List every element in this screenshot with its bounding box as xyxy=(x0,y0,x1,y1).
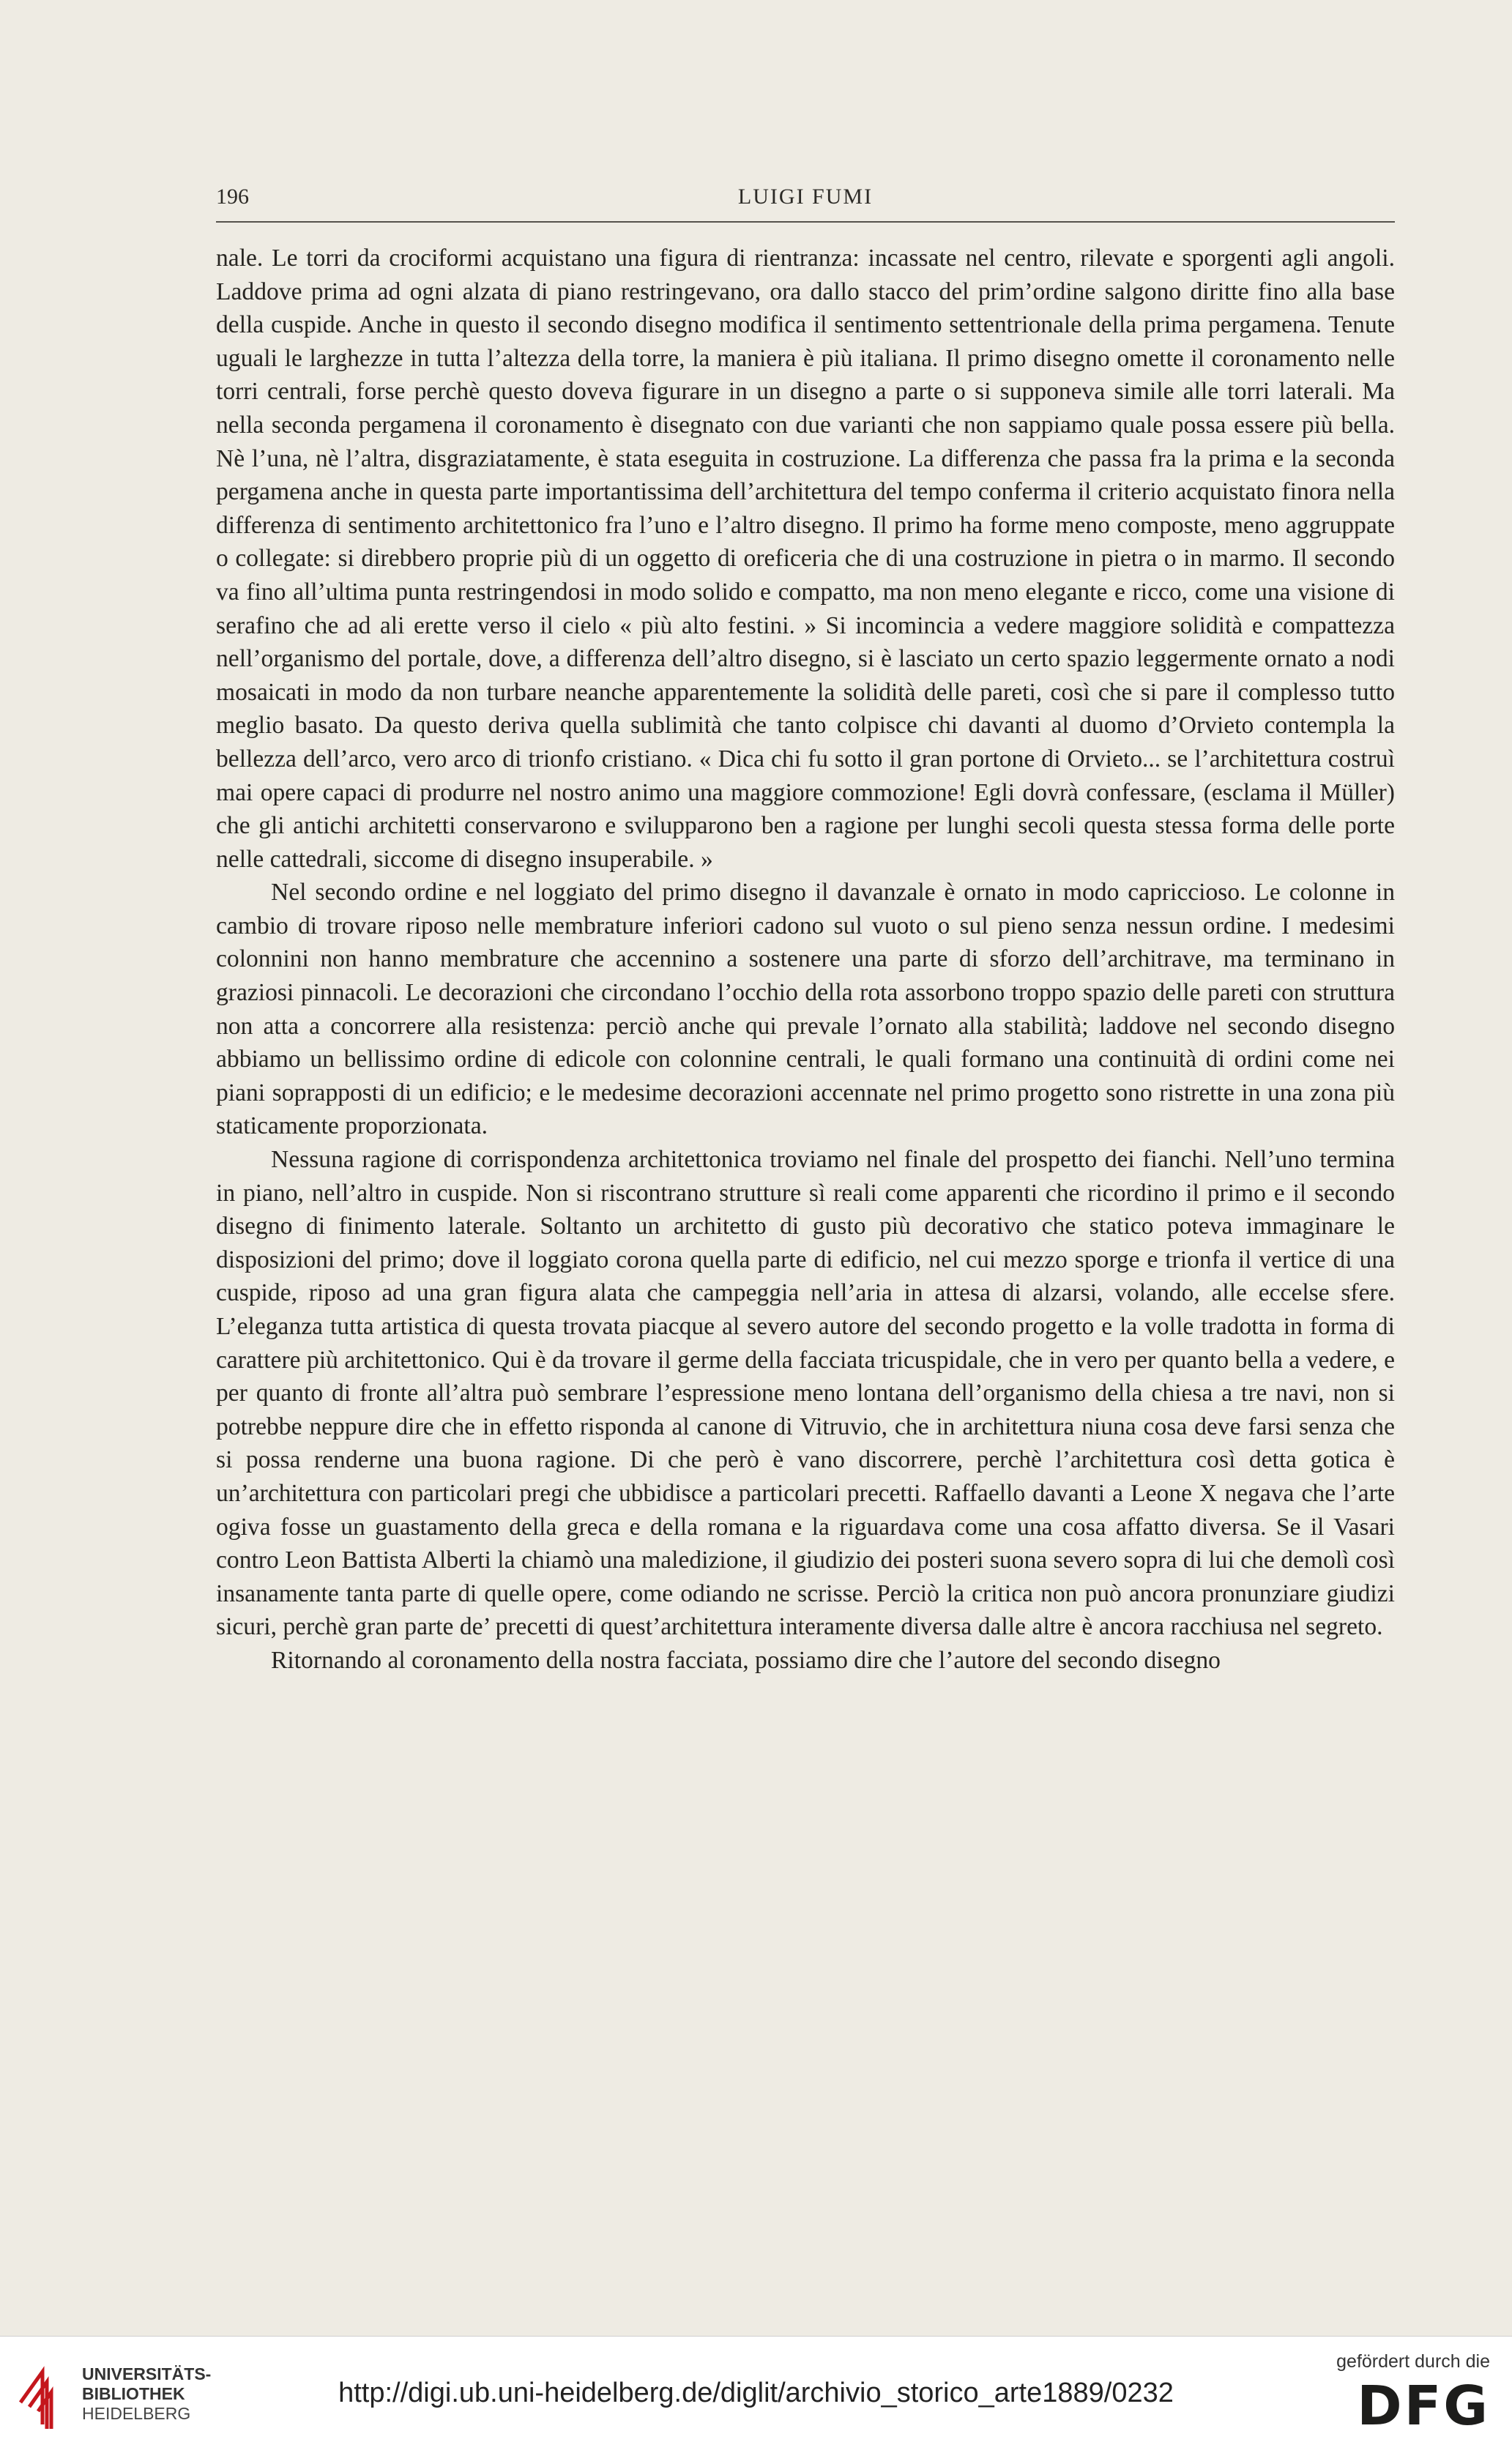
dfg-logo: DFG xyxy=(1357,2375,1490,2438)
paragraph: nale. Le torri da crociformi acquistano una figura di rientranza: incassate nel centro, rilevate e sporgenti agli angoli. Laddove prima ad ogni alzata di piano restringevano, ora dallo stacco del prim’ordine salgono diritte fino alla base della cuspide. Anche in questo il secondo disegno modifica il sentimento settentrionale della prima pergamena. Tenute uguali le larghezze in tutta l’altezza della torre, la maniera è più italiana. Il primo disegno omette il coronamento nelle torri centrali, forse perchè questo doveva figurare in un disegno a parte o si supponeva simile alle torri laterali. Ma nella seconda pergamena il coronamento è disegnato con due varianti che non sappiamo quale possa essere più bella. Nè l’una, nè l’altra, disgraziatamente, è stata eseguita in costruzione. La differenza che passa fra la prima e la seconda pergamena anche in questa parte importantissima dell’architettura del tempo conferma il criterio acquistato finora nella differenza di sentimento architettonico fra l’uno e l’altro disegno. Il primo ha forme meno composte, meno aggruppate o collegate: si direbbero proprie più di un oggetto di oreficeria che di una costruzione in pietra o in marmo. Il secondo va fino all’ultima punta restringendosi in modo solido e compatto, ma non meno elegante e ricco, come una visione di serafino che ad ali erette verso il cielo « più alto festini. » Si incomincia a vedere maggiore solidità e compattezza nell’organismo del portale, dove, a differenza dell’altro disegno, si è lasciato un certo spazio leggermente ornato a nodi mosaicati in modo da non turbare neanche apparentemente la solidità delle pareti, così che si pare il complesso tutto meglio basato. Da questo deriva quella sublimità che tanto colpisce chi davanti al duomo d’Orvieto contempla la bellezza dell’arco, vero arco di trionfo cristiano. « Dica chi fu sotto il gran portone di Orvieto... se l’architettura costruì mai opere capaci di produrre nel nostro animo una maggiore commozione! Egli dovrà confessare, (esclama il Müller) che gli antichi architetti conservarono e svilupparono ben a ragione per lunghi secoli questa stessa forma delle porte nelle cattedrali, siccome di disegno insuperabile. » xyxy=(216,245,1395,873)
library-name-line: UNIVERSITÄTS- xyxy=(82,2364,212,2383)
page-number: 196 xyxy=(216,185,249,209)
funding-notice xyxy=(1322,2351,1490,2438)
paragraph: Ritornando al coronamento della nostra facciata, possiamo dire che l’autore del secondo disegno xyxy=(271,1646,1221,1674)
body-text xyxy=(216,242,1395,1678)
source-url-link[interactable]: http://digi.ub.uni-heidelberg.de/diglit/archivio_storico_arte1889/0232 xyxy=(338,2378,1174,2408)
library-name-line: BIBLIOTHEK xyxy=(82,2384,185,2403)
digitization-footer xyxy=(0,2336,1512,2453)
paragraph: Nessuna ragione di corrispondenza architettonica troviamo nel finale del prospetto dei fianchi. Nell’uno termina in piano, nell’altro in cuspide. Non si riscontrano strutture sì reali come apparenti che ricordino il primo e il secondo disegno di finimento laterale. Soltanto un architetto di gusto più decorativo che statico poteva immaginare le disposizioni del primo; dove il loggiato corona quella parte di edificio, nel cui mezzo sporge e trionfa il vertice di una cuspide, riposo ad una gran figura alata che campeggia nell’aria in attesa di alzarsi, volando, alle eccelse sfere. L’eleganza tutta artistica di questa trovata piacque al severo autore del secondo progetto e la volle tradotta in forma di carattere più architettonico. Qui è da trovare il germe della facciata tricuspidale, che in vero per quanto bella a vedere, e per quanto di fronte all’altra può sembrare l’espressione meno lontana dell’organismo della chiesa a tre navi, non si potrebbe neppure dire che in effetto risponda al canone di Vitruvio, che in architettura niuna cosa deve farsi senza che si possa renderne una buona ragione. Di che però è vano discorrere, perchè l’architettura così detta gotica è un’architettura con particolari pregi che ubbidisce a particolari precetti. Raffaello davanti a Leone X negava che l’arte ogiva fosse un guastamento della greca e della romana e la riguardava come una cosa affatto diversa. Se il Vasari contro Leon Battista Alberti la chiamò una maledizione, il giudizio dei posteri suona severo sopra di lui che demolì così insanamente tanta parte di quelle opere, come odiando ne scrisse. Perciò la critica non può ancora pronunziare giudizi sicuri, perchè gran parte de’ precetti di quest’architettura interamente diversa dalle altre è ancora racchiusa nel segreto. xyxy=(216,1146,1395,1641)
running-head: LUIGI FUMI xyxy=(737,185,874,209)
paragraph: Nel secondo ordine e nel loggiato del primo disegno il davanzale è ornato in modo capriccioso. Le colonne in cambio di trovare riposo nelle membrature inferiori cadono sul vuoto o sul pieno senza nessun ordine. I medesimi colonnini non hanno membrature che accennino a sostenere una parte di sforzo dell’architrave, ma terminano in graziosi pinnacoli. Le decorazioni che circondano l’occhio della rota assorbono troppo spazio delle pareti con struttura non atta a concorrere alla resistenza: perciò anche qui prevale l’ornato alla stabilità; laddove nel secondo disegno abbiamo un bellissimo ordine di edicole con colonnine centrali, le quali formano una continuità di ordini come nei piani soprapposti di un edificio; e le medesime decorazioni accennate nel primo progetto sono ristrette in una zona più staticamente proporzionata. xyxy=(216,879,1395,1140)
library-name-line: HEIDELBERG xyxy=(82,2404,191,2423)
funding-label: gefördert durch die xyxy=(1336,2351,1490,2372)
page-header xyxy=(216,185,1395,223)
